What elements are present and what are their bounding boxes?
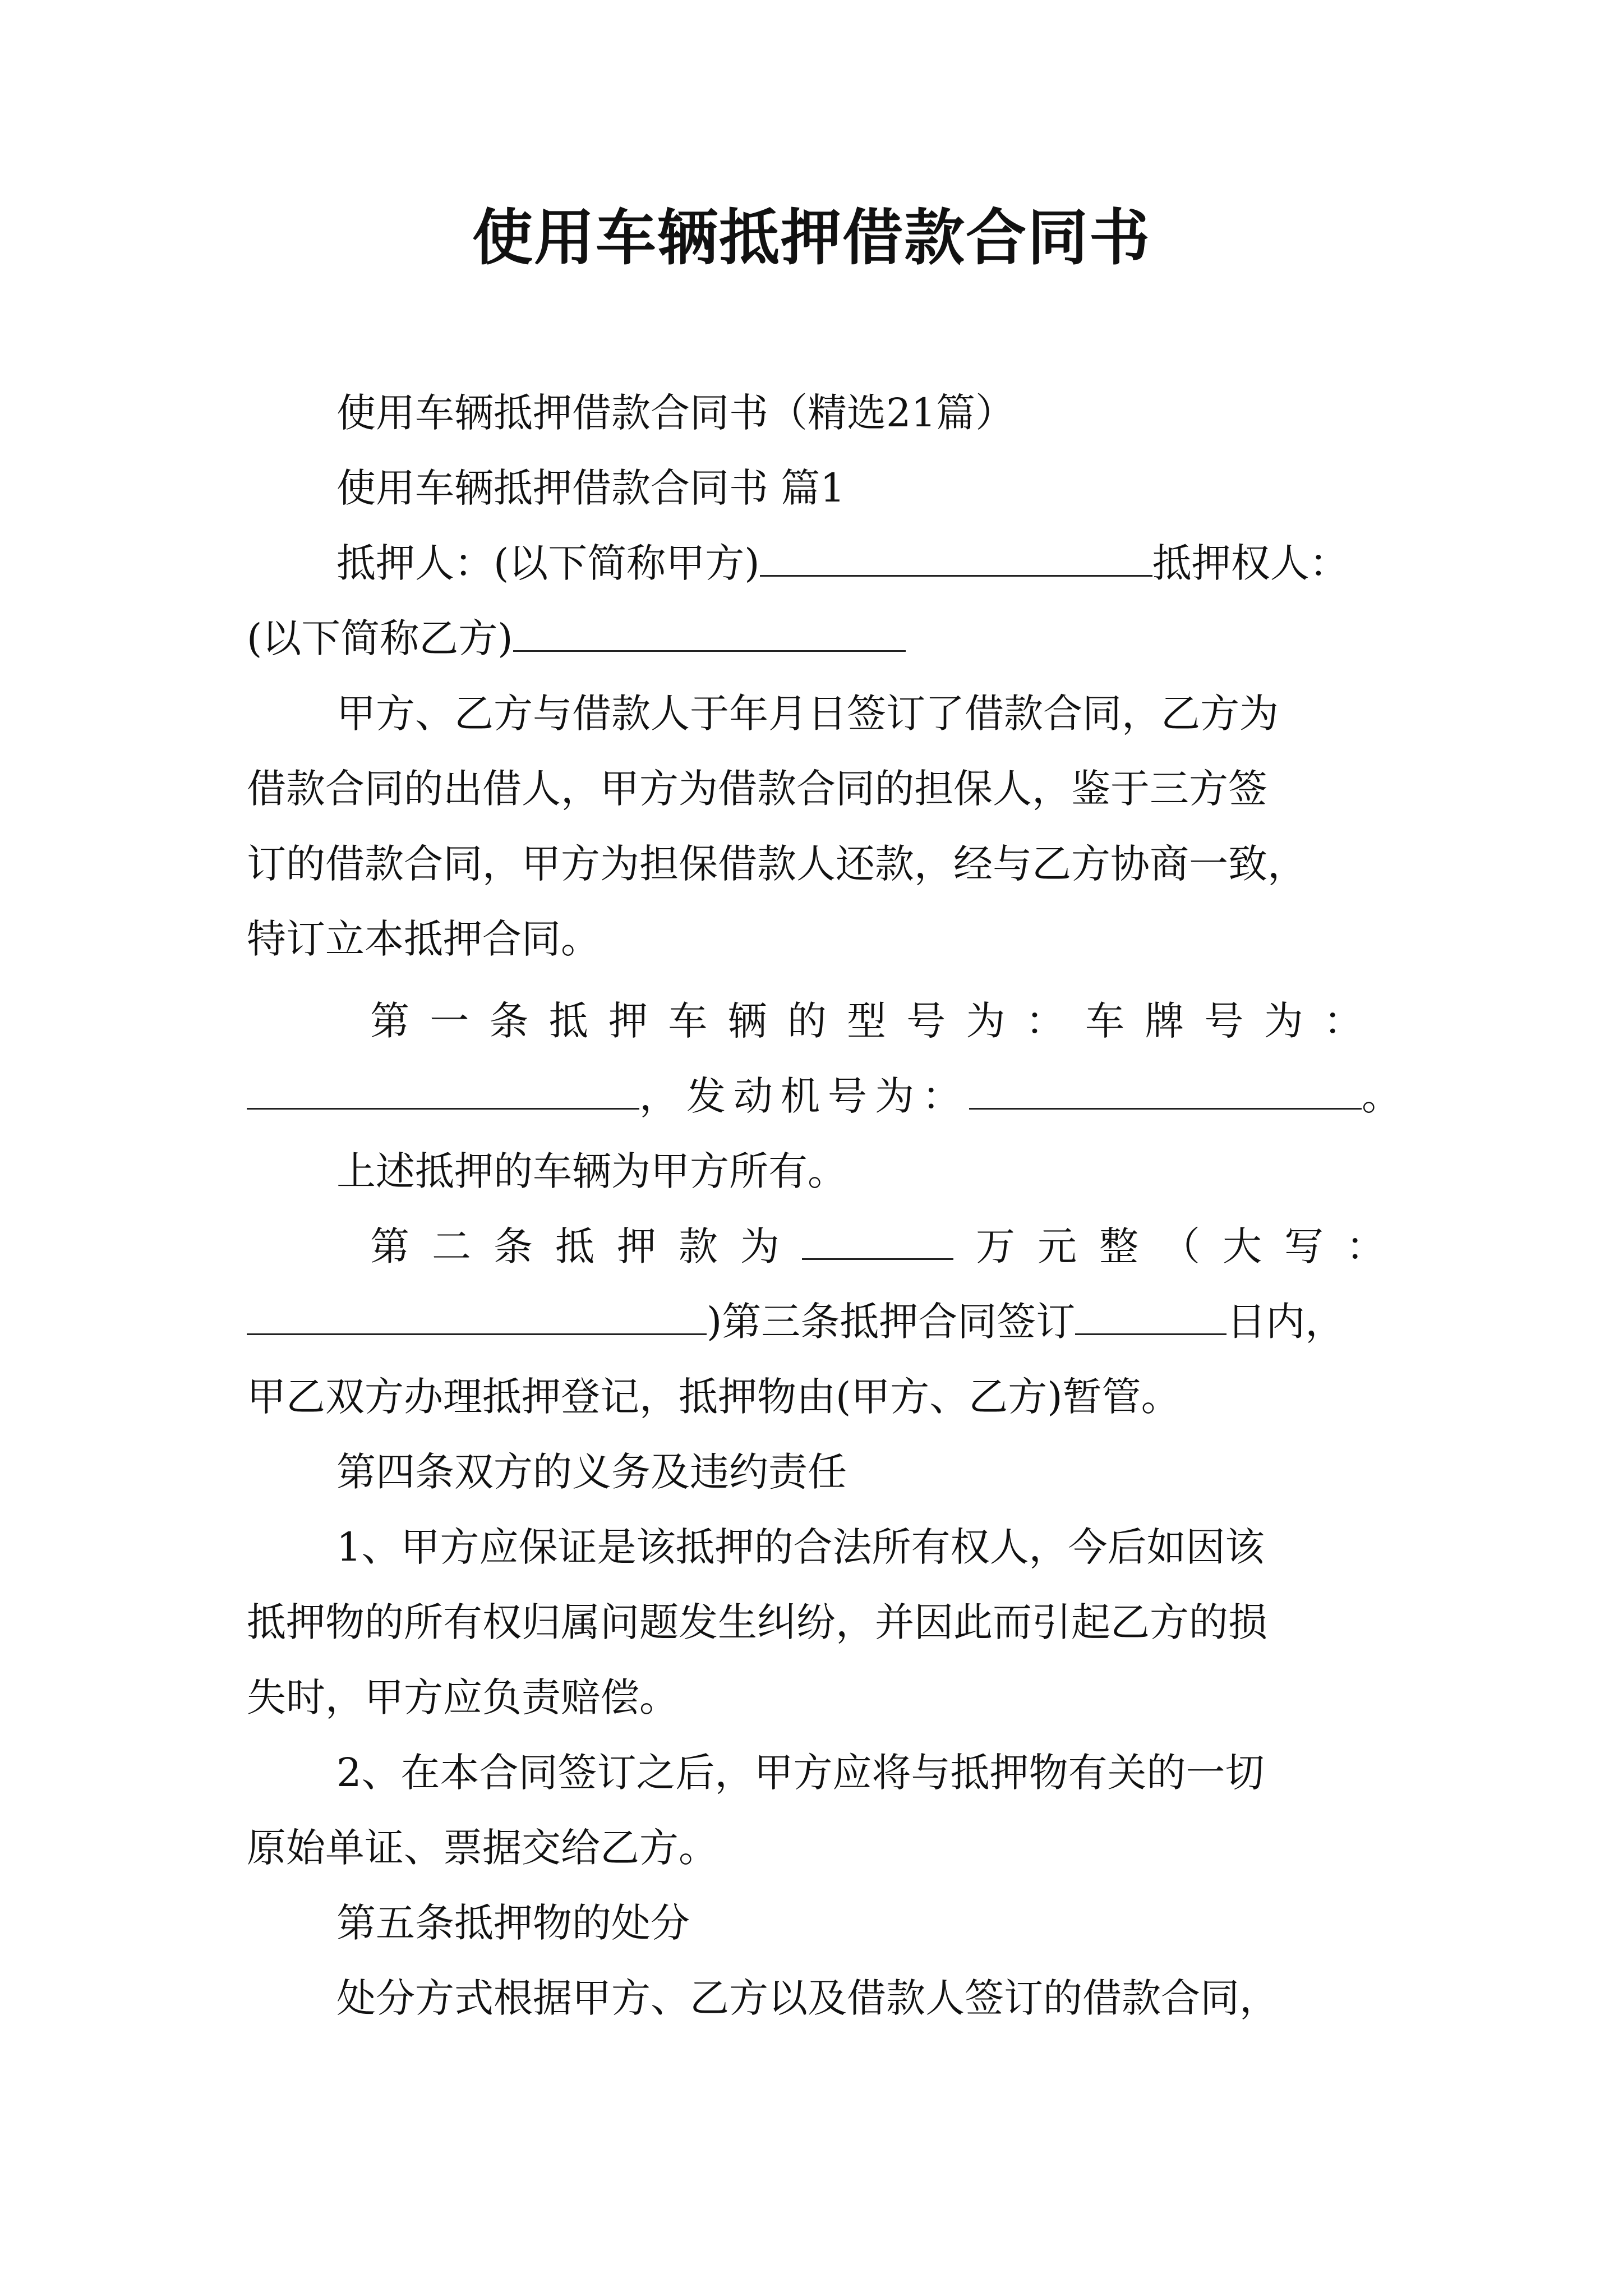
- article4-item2-line: 原始单证、票据交给乙方。: [247, 1825, 718, 1871]
- article1-char: 押: [608, 998, 648, 1044]
- article3-end: 日内，: [1227, 1299, 1345, 1345]
- article1-char: ：: [1324, 998, 1363, 1044]
- parties-line-2: [247, 610, 906, 666]
- article1-line-2: [247, 1068, 1401, 1124]
- mortgagee-name-blank: [513, 611, 906, 652]
- article4-item1-line: 失时，甲方应负责赔偿。: [247, 1674, 679, 1720]
- days-blank: [1075, 1294, 1227, 1335]
- section-heading: 使用车辆抵押借款合同书 篇1: [336, 465, 845, 511]
- article1-char: 第: [370, 998, 409, 1044]
- article4-heading: 第四条双方的义务及违约责任: [336, 1449, 847, 1495]
- intro-line: 特订立本抵押合同。: [247, 916, 600, 962]
- article1-char: 抵: [548, 998, 588, 1044]
- engine-number-blank: [969, 1069, 1362, 1110]
- article1-char: 型: [847, 998, 886, 1044]
- article1-line-1: [370, 993, 1363, 1049]
- article1-char: 牌: [1145, 998, 1184, 1044]
- intro-line: 甲方、乙方与借款人于年月日签订了借款合同，乙方为: [336, 691, 1279, 737]
- document-title: 使用车辆抵押借款合同书: [472, 203, 1151, 273]
- plate-number-blank: [247, 1069, 639, 1110]
- intro-line: 借款合同的出借人，甲方为借款合同的担保人，鉴于三方签: [247, 766, 1267, 812]
- parties-line-1: [336, 535, 1349, 591]
- article5-line: 处分方式根据甲方、乙方以及借款人签订的借款合同，: [336, 1975, 1279, 2021]
- mortgagee-suffix: (以下简称乙方): [247, 615, 513, 661]
- article4-item1-line: 抵押物的所有权归属问题发生纠纷，并因此而引起乙方的损: [247, 1599, 1267, 1645]
- article1-char: 一: [430, 998, 469, 1044]
- article5-heading: 第五条抵押物的处分: [336, 1900, 690, 1946]
- intro-line: 订的借款合同，甲方为担保借款人还款，经与乙方协商一致，: [247, 841, 1307, 887]
- article2-line-3: 甲乙双方办理抵押登记，抵押物由(甲方、乙方)暂管。: [247, 1374, 1181, 1420]
- engine-number-label: ，发动机号为：: [639, 1073, 969, 1119]
- article4-item2-line: 2、在本合同签订之后，甲方应将与抵押物有关的一切: [336, 1750, 1265, 1796]
- article1-line-end: 。: [1362, 1073, 1401, 1119]
- article3-text: )第三条抵押合同签订: [707, 1299, 1076, 1345]
- article2-lead: 第二条抵押款为: [370, 1223, 802, 1269]
- amount-uppercase-blank: [247, 1294, 707, 1335]
- article1-char: 为: [966, 998, 1006, 1044]
- amount-blank: [802, 1219, 953, 1260]
- article1-char: 车: [1085, 998, 1124, 1044]
- mortgagor-label: 抵押人：(以下简称甲方): [336, 540, 760, 586]
- article2-line-2: [247, 1294, 1344, 1350]
- article1-char: 辆: [727, 998, 767, 1044]
- article2-line-1: [370, 1218, 1408, 1274]
- article1-char: 号: [1204, 998, 1244, 1044]
- document-subtitle: 使用车辆抵押借款合同书（精选21篇）: [336, 390, 1015, 436]
- article1-char: 车: [668, 998, 708, 1044]
- mortgagee-label: 抵押权人：: [1152, 540, 1349, 586]
- article1-char: 条: [489, 998, 529, 1044]
- article1-char: 为: [1264, 998, 1303, 1044]
- article2-tail: 万元整（大写：: [976, 1223, 1408, 1269]
- article1-char: 的: [787, 998, 827, 1044]
- article1-ownership: 上述抵押的车辆为甲方所有。: [336, 1148, 847, 1194]
- article1-char: ：: [1025, 998, 1065, 1044]
- article1-char: 号: [906, 998, 946, 1044]
- mortgagor-name-blank: [760, 536, 1152, 577]
- article4-item1-line: 1、甲方应保证是该抵押的合法所有权人，今后如因该: [336, 1524, 1265, 1570]
